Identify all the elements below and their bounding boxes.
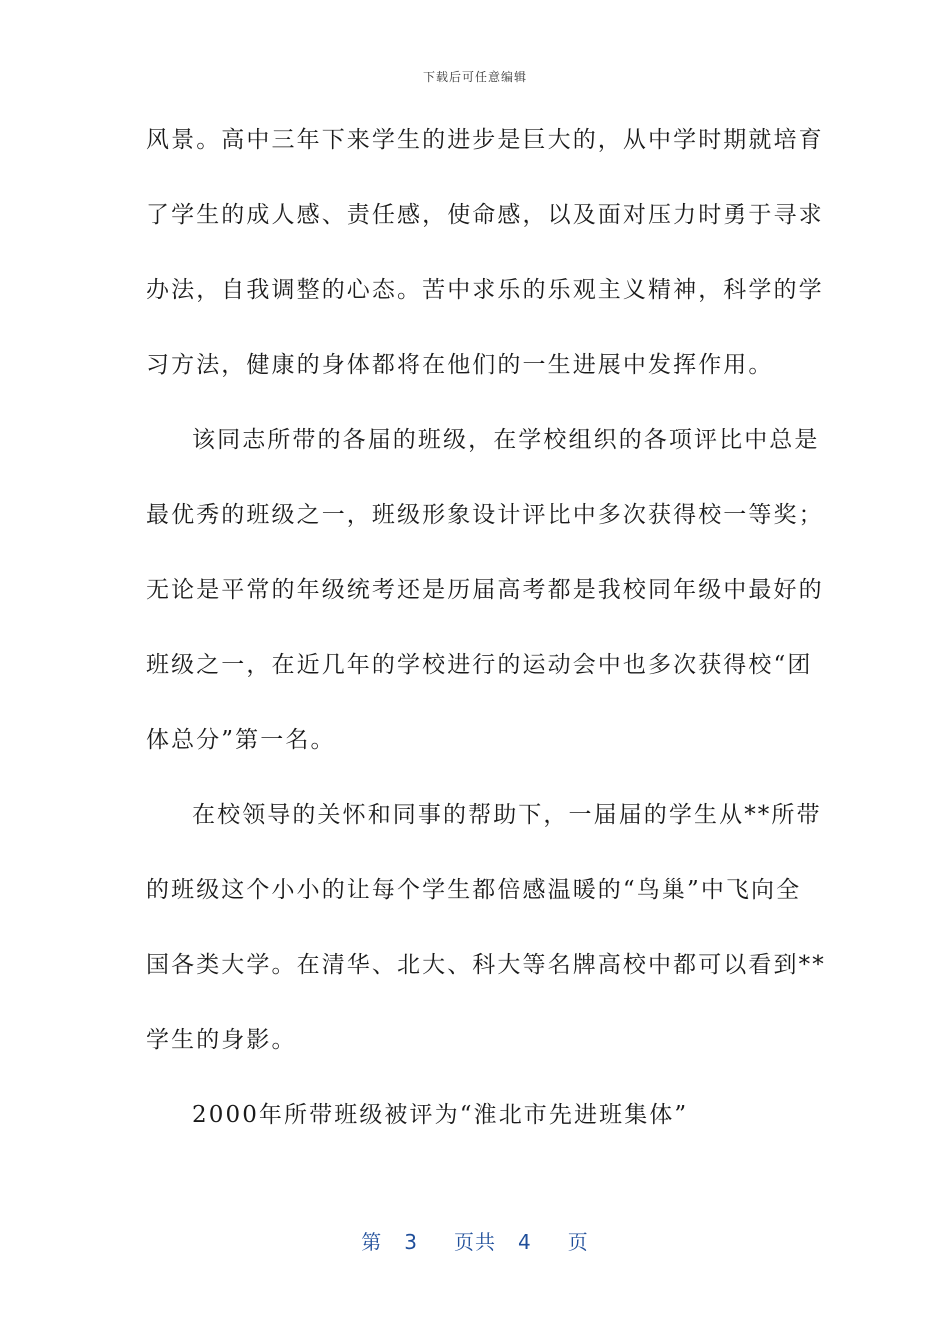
footer-total-pages: 4 [518,1230,532,1254]
footer-prefix: 第 [361,1230,383,1254]
page-footer [0,1226,950,1255]
text-line-11: 的班级这个小小的让每个学生都倍感温暖的“鸟巢”中飞向全 [146,877,802,903]
text-line-9: 体总分”第一名。 [146,727,336,753]
header-note: 下载后可任意编辑 [422,70,527,84]
text-line-8: 班级之一，在近几年的学校进行的运动会中也多次获得校“团 [146,652,813,678]
text-line-5: 该同志所带的各届的班级，在学校组织的各项评比中总是 [192,427,820,453]
text-line-6: 最优秀的班级之一，班级形象设计评比中多次获得校一等奖； [146,502,824,528]
text-line-2: 了学生的成人感、责任感，使命感，以及面对压力时勇于寻求 [146,202,824,228]
text-line-3: 办法，自我调整的心态。苦中求乐的乐观主义精神，科学的学 [146,277,824,303]
text-line-10: 在校领导的关怀和同事的帮助下，一届届的学生从**所带 [192,802,822,828]
text-line-7: 无论是平常的年级统考还是历届高考都是我校同年级中最好的 [146,577,824,603]
footer-current-page: 3 [404,1230,418,1254]
text-line-13: 学生的身影。 [146,1027,297,1053]
footer-suffix: 页 [567,1230,589,1254]
footer-middle: 页共 [454,1230,496,1254]
text-line-12: 国各类大学。在清华、北大、科大等名牌高校中都可以看到** [146,952,826,978]
text-line-1: 风景。高中三年下来学生的进步是巨大的，从中学时期就培育 [146,127,824,153]
document-body [146,122,826,1172]
text-line-14: 2000年所带班级被评为“淮北市先进班集体” [192,1102,689,1128]
text-line-4: 习方法，健康的身体都将在他们的一生进展中发挥作用。 [146,352,774,378]
